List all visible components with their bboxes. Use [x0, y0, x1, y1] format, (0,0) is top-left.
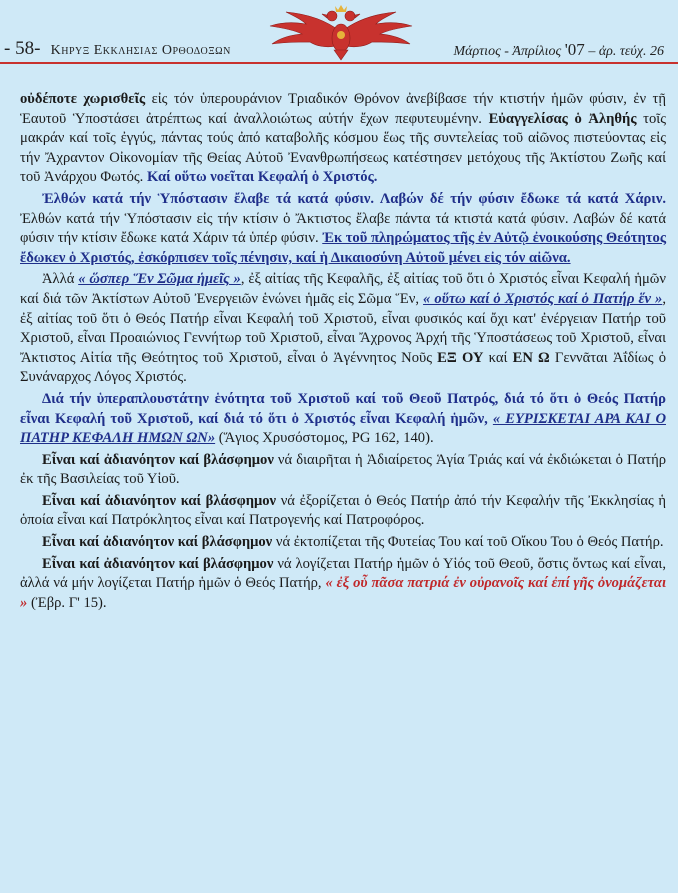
bold-phrase: Εἶναι καί ἀδιανόητον καί βλάσφημον: [42, 534, 273, 551]
paragraph-5: [20, 451, 666, 490]
paragraph-4: [20, 390, 666, 449]
text-run: νά διαιρῆται ἡ Ἀδιαίρετος Ἁγία Τριάς καί νά ἐκδιώκεται ὁ Πατήρ ἐκ τῆς Βασιλείας τοῦ Υἱοῦ.: [20, 451, 667, 488]
page-header: [0, 0, 678, 70]
header-divider: [0, 62, 678, 64]
text-run: , ἐξ αἰτίας τοῦ ὅτι ὁ Θεός Πατήρ εἶναι Κεφαλή τοῦ Χριστοῦ, εἶναι φυσικός καί ὄχι κατ' ἐνέργειαν Πατήρ τοῦ Χριστοῦ, εἶναι Προαιώνιος Γεννήτωρ τοῦ Χριστοῦ, εἶναι Ἄχρονος Ἀρχή τῆς Ὑποστάσεως τοῦ Χριστοῦ, εἶναι Ἄκτιστος Αἰτία τῆς Θεότητος τοῦ Χριστοῦ, εἶναι ὁ Ἀγέννητος Νοῦς: [20, 290, 666, 366]
quote-phrase: « οὕτω καί ὁ Χριστός καί ὁ Πατήρ ἕν »: [423, 290, 663, 307]
paragraph-6: [20, 492, 666, 531]
quote-phrase: « ὥσπερ Ἕν Σῶμα ἡμεῖς »: [78, 271, 241, 288]
issue-number: – ἀρ. τεύχ. 26: [588, 44, 664, 59]
bold-phrase: οὐδέποτε χωρισθεῖς: [20, 91, 146, 107]
text-run: καί: [483, 349, 513, 366]
text-run: νά ἐξορίζεται ὁ Θεός Πατήρ ἀπό τήν Κεφαλήν τῆς Ἐκκλησίας ἡ ὁποία εἶναι καί Πατρόκλητος εἶναι καί Πατρογενής καί Πατροφόρος.: [20, 492, 666, 529]
bold-phrase: Εἶναι καί ἀδιανόητον καί βλάσφημον: [42, 555, 274, 572]
header-right: [453, 40, 664, 60]
article-body: [20, 90, 666, 615]
blue-underlined-phrase: Ἐκ τοῦ πληρώματος τῆς ἐν Αὐτῷ ἐνοικούσης Θεότητος ἔδωκεν ὁ Χριστός, ἐσκόρπισεν τοῖς πένησιν, καί ἡ Δικαιοσύνη Αὐτοῦ μένει εἰς τόν αἰῶνα.: [20, 230, 666, 266]
page-number: - 58-: [4, 38, 41, 59]
bold-phrase: ΕΝ Ω: [512, 349, 550, 366]
text-run: νά λογίζεται Πατήρ ἡμῶν ὁ Υἱός τοῦ Θεοῦ, ὅστις ὄντως καί εἶναι, ἀλλά νά μήν λογίζεται Πατήρ ἡμῶν ὁ Θεός Πατήρ,: [20, 555, 666, 592]
quote-phrase: « ΕΥΡΙΣΚΕΤΑΙ ΑΡΑ ΚΑΙ Ο ΠΑΤΗΡ ΚΕΦΑΛΗ ΗΜΩΝ ΩΝ»: [20, 410, 666, 447]
paragraph-8: [20, 555, 666, 614]
citation: (Ἐβρ. Γ' 15).: [27, 594, 107, 611]
bold-phrase: Εὐαγγελίσας ὁ Ἀληθής: [488, 110, 637, 127]
bold-phrase: Εἶναι καί ἀδιανόητον καί βλάσφημον: [42, 451, 274, 468]
citation: (Ἅγιος Χρυσόστομος, PG 162, 140).: [215, 430, 434, 447]
blue-phrase: Διά τήν ὑπεραπλουστάτην ἑνότητα τοῦ Χριστοῦ καί τοῦ Θεοῦ Πατρός, διά τό ὅτι ὁ Θεός Πατήρ εἶναι Κεφαλή τοῦ Χριστοῦ, καί διά τό ὅτι ὁ Χριστός εἶναι Κεφαλή ἡμῶν,: [20, 390, 666, 427]
text-run: τοῖς μακράν καί τοῖς ἐγγύς, πάντας τούς ἀπό καταβολῆς κόσμου ἕως τῆς συντελείας τοῦ αἰῶνος πιστεύοντας εἰς τήν Ἄχραντον Οἰκονομίαν τῆς Θείας Αὐτοῦ Ἐνανθρωπήσεως κατέστησεν μετόχους τῆς Ἀκτίστου Ζωῆς καί τοῦ Ἀνάρχου Φωτός.: [20, 110, 666, 186]
blue-phrase: Καί οὕτω νοεῖται Κεφαλή ὁ Χριστός.: [146, 169, 378, 186]
paragraph-7: [20, 533, 666, 553]
paragraph-1: [20, 90, 666, 188]
text-run: Ἀλλά: [42, 271, 79, 288]
text-run: , ἐξ αἰτίας τῆς Κεφαλῆς, ἐξ αἰτίας τοῦ ὅτι ὁ Χριστός εἶναι Κεφαλή ἡμῶν καί διά τῶν Ἀκτίστων Αὐτοῦ Ἐνεργειῶν ἑνώνει ἡμᾶς εἰς Σῶμα Ἕν,: [20, 271, 666, 307]
issue-month: Μάρτιος - Ἀπρίλιος: [453, 44, 562, 59]
text-run: νά ἐκτοπίζεται τῆς Φυτείας Του καί τοῦ Οἴκου Του ὁ Θεός Πατήρ.: [272, 534, 664, 551]
text-run: Γεννᾶται Ἀΐδίως ὁ Συνάναρχος Λόγος Χριστός.: [20, 349, 666, 386]
issue-year: '07: [564, 40, 585, 59]
bold-phrase: ΕΞ ΟΥ: [437, 349, 484, 366]
text-run: εἰς τόν ὑπερουράνιον Τριαδικόν Θρόνον ἀνεβίβασε τήν κτιστήν ἡμῶν φύσιν, ἐν τῇ Ἑαυτοῦ Ὑποστάσει ἀτρέπτως καί ἀναλλοιώτως αὐτήν ἔχων πεφυτευμένην.: [20, 91, 666, 127]
header-left: [4, 38, 231, 60]
bold-phrase: Εἶναι καί ἀδιανόητον καί βλάσφημον: [42, 492, 277, 509]
double-headed-eagle-icon: [256, 2, 426, 62]
paragraph-3: [20, 270, 666, 388]
text-run: Ἐλθών κατά τήν Ὑπόστασιν εἰς τήν κτίσιν ὁ Ἄκτιστος ἔλαβε πάντα τά κτιστά κατά φύσιν. Λαβών δέ κατά φύσιν τήν κτίσιν ἔδωκε κατά Χάριν τά ὑπέρ φύσιν.: [20, 210, 666, 247]
red-quote-phrase: « ἐξ οὗ πᾶσα πατριά ἐν οὐρανοῖς καί ἐπί γῆς ὀνομάζεται »: [20, 575, 666, 611]
publication-title: Κηρυξ Εκκλησιας Ορθοδοξων: [50, 43, 231, 58]
blue-phrase: Ἐλθών κατά τήν Ὑπόστασιν ἔλαβε τά κατά φύσιν. Λαβών δέ τήν φύσιν ἔδωκε τά κατά Χάριν.: [42, 190, 666, 207]
paragraph-2: [20, 190, 666, 268]
